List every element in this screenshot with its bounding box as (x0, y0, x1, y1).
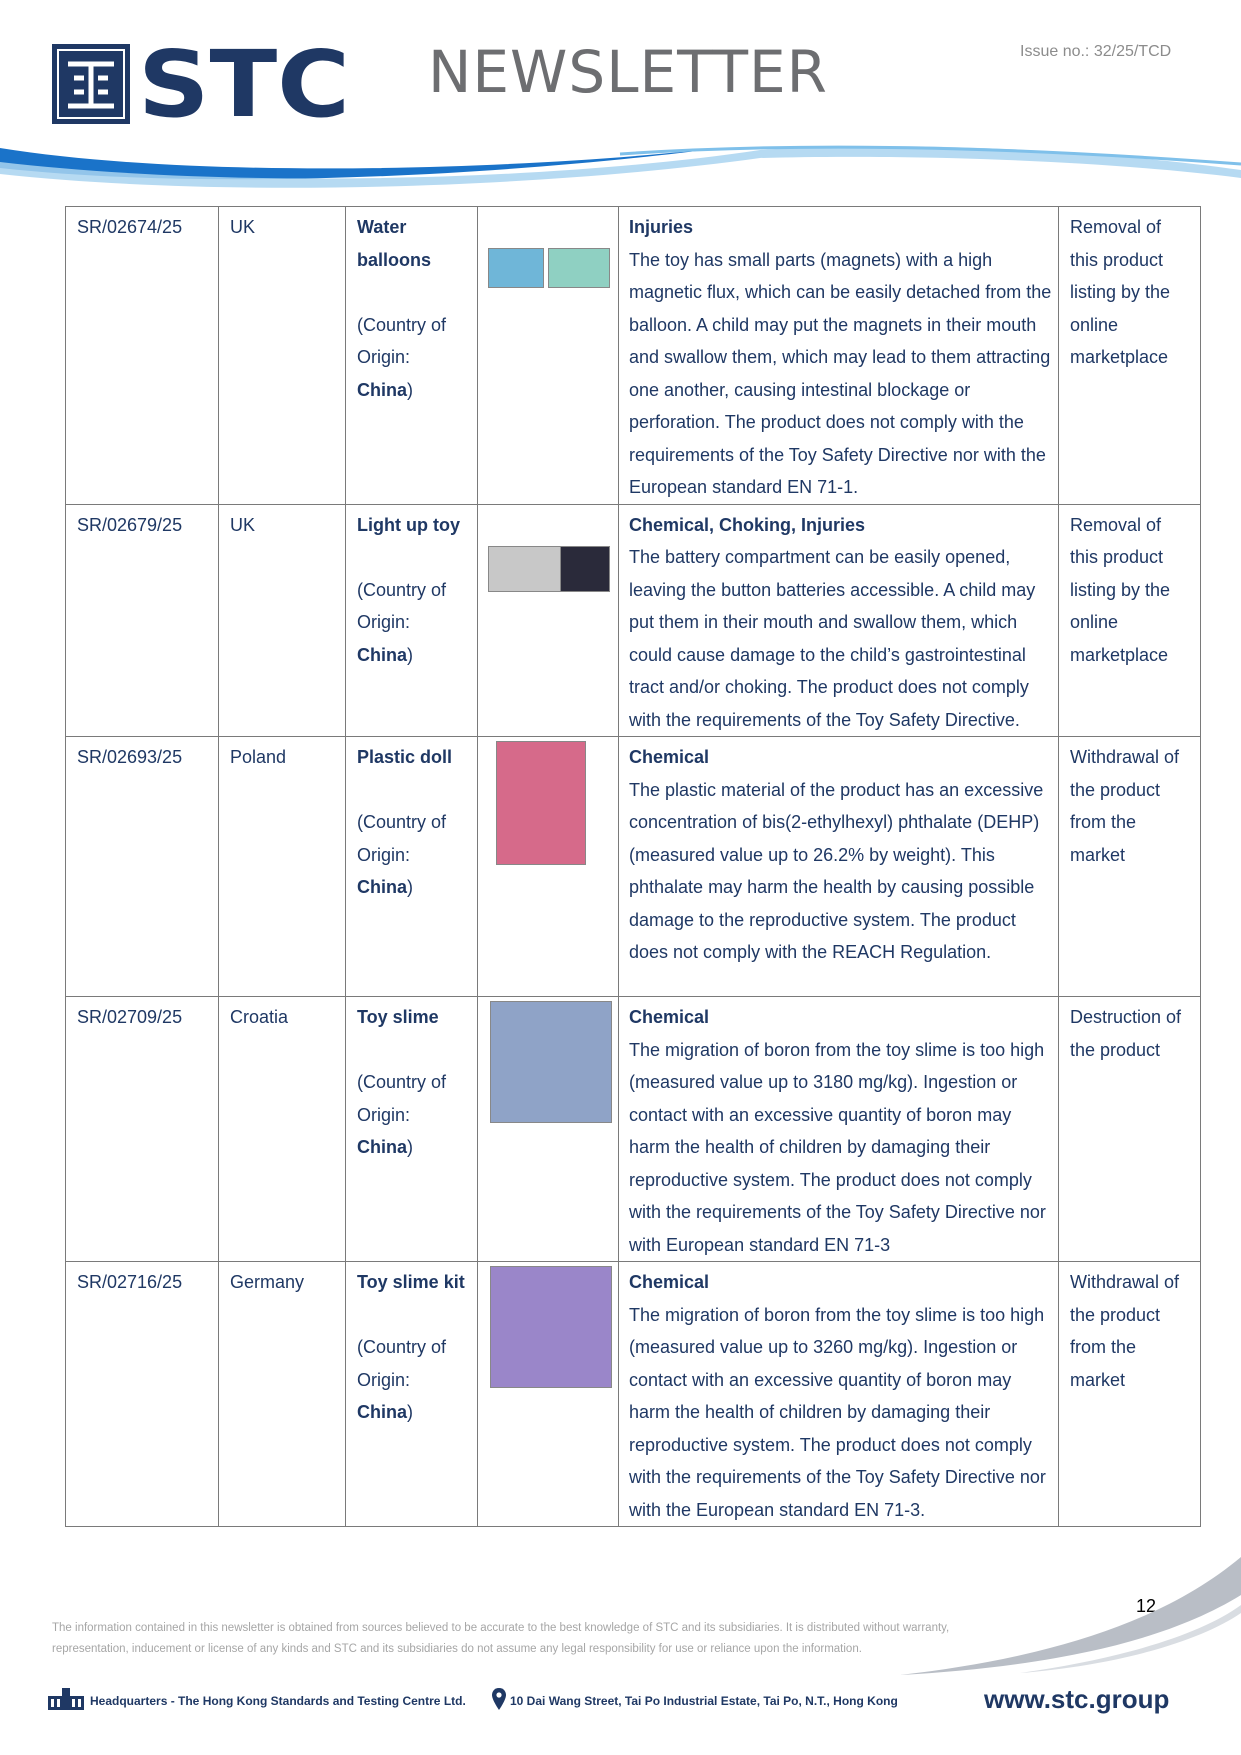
ref-number: SR/02709/25 (77, 1007, 183, 1027)
product-photo (488, 546, 566, 592)
website-link[interactable]: www.stc.group (984, 1684, 1170, 1714)
product-photo (488, 248, 544, 288)
country-cell (219, 1262, 346, 1527)
product-name: Plastic doll (357, 747, 453, 767)
measure-cell (1059, 737, 1201, 997)
header-swoosh (0, 140, 1241, 200)
newsletter-title: NEWSLETTER (428, 38, 828, 106)
risk-description: The migration of boron from the toy slime is too high (measured value up to 3260 mg/kg). Ingestion or contact with an excessive quantity of boron may harm the health of children by damaging their reproductive system. The product does not comply with the requirements of the Toy Safety Directive nor with the European standard EN 71-3. (629, 1304, 1046, 1520)
measure-taken: Removal of this product listing by the online marketplace (1070, 514, 1171, 665)
ref-cell (66, 737, 219, 997)
origin-country: China (357, 644, 408, 665)
risk-type: Injuries (629, 217, 694, 237)
risk-cell (619, 1262, 1059, 1527)
image-cell (478, 504, 619, 737)
measure-cell (1059, 997, 1201, 1262)
origin-prefix: (Country of Origin: (357, 1072, 447, 1125)
headquarters-text: Headquarters - The Hong Kong Standards and Testing Centre Ltd. (90, 1694, 466, 1708)
risk-description: The toy has small parts (magnets) with a high magnetic flux, which can be easily detached from the balloon. A child may put the magnets in their mouth and swallow them, which may lead to them attracting one another, causing intestinal blockage or perforation. The product does not comply with the requirements of the Toy Safety Directive nor with the European standard EN 71-1. (629, 249, 1052, 497)
risk-type: Chemical (629, 1007, 710, 1027)
risk-cell (619, 207, 1059, 505)
measure-cell (1059, 504, 1201, 737)
origin-suffix: ) (407, 644, 414, 665)
origin-country: China (357, 877, 408, 897)
ref-cell (66, 997, 219, 1262)
product-cell (346, 737, 478, 997)
risk-type: Chemical (629, 747, 710, 767)
origin-prefix: (Country of Origin: (357, 314, 447, 367)
logo-text: STC (138, 44, 350, 124)
origin-prefix: (Country of Origin: (357, 579, 447, 632)
image-cell (478, 997, 619, 1262)
country-cell (219, 737, 346, 997)
table-row (66, 207, 1201, 505)
notifying-country: UK (230, 514, 256, 535)
country-cell (219, 504, 346, 737)
product-photo (548, 248, 610, 288)
stc-logo (52, 44, 352, 124)
product-name: Light up toy (357, 514, 460, 535)
product-cell (346, 997, 478, 1262)
image-cell (478, 207, 619, 505)
risk-cell (619, 737, 1059, 997)
measure-cell (1059, 1262, 1201, 1527)
ref-cell (66, 504, 219, 737)
product-photo (496, 741, 586, 865)
measure-cell (1059, 207, 1201, 505)
product-photo (560, 546, 610, 592)
country-cell (219, 997, 346, 1262)
measure-taken: Removal of this product listing by the online marketplace (1070, 217, 1171, 367)
ref-number: SR/02679/25 (77, 514, 183, 535)
product-photo (490, 1266, 612, 1388)
product-cell (346, 504, 478, 737)
address-text: 10 Dai Wang Street, Tai Po Industrial Estate, Tai Po, N.T., Hong Kong (510, 1694, 898, 1708)
footer-bar (48, 1684, 1198, 1724)
product-name: Water balloons (357, 217, 432, 270)
origin-country: China (357, 379, 408, 400)
ref-number: SR/02674/25 (77, 217, 183, 237)
ref-cell (66, 1262, 219, 1527)
origin-country: China (357, 1402, 408, 1422)
image-cell (478, 737, 619, 997)
country-cell (219, 207, 346, 505)
product-name: Toy slime (357, 1007, 439, 1027)
issue-number: Issue no.: 32/25/TCD (1020, 43, 1172, 60)
risk-description: The migration of boron from the toy slime is too high (measured value up to 3180 mg/kg). Ingestion or contact with an excessive quantity of boron may harm the health of children by damaging their reproductive system. The product does not comply with the requirements of the Toy Safety Directive nor with European standard EN 71-3 (629, 1039, 1046, 1255)
origin-prefix: (Country of Origin: (357, 812, 447, 865)
origin-suffix: ) (407, 1402, 414, 1422)
origin-suffix: ) (407, 379, 414, 400)
measure-taken: Destruction of the product (1070, 1007, 1182, 1060)
product-cell (346, 207, 478, 505)
measure-taken: Withdrawal of the product from the market (1070, 1272, 1180, 1390)
risk-description: The battery compartment can be easily opened, leaving the button batteries accessible. A child may put them in their mouth and swallow them, which could cause damage to the child’s gastrointestinal tract and/or choking. The product does not comply with the requirements of the Toy Safety Directive. (629, 547, 1036, 730)
risk-cell (619, 504, 1059, 737)
product-cell (346, 1262, 478, 1527)
risk-type: Chemical (629, 1272, 710, 1292)
ref-number: SR/02693/25 (77, 747, 183, 767)
risk-description: The plastic material of the product has an excessive concentration of bis(2-ethylhexyl) phthalate (DEHP) (measured value up to 26.2% by weight). This phthalate may harm the health by causing possible damage to the reproductive system. The product does not comply with the REACH Regulation. (629, 779, 1044, 962)
notifying-country: Poland (230, 747, 287, 767)
notifying-country: Croatia (230, 1007, 289, 1027)
measure-taken: Withdrawal of the product from the market (1070, 747, 1180, 865)
product-photo (490, 1001, 612, 1123)
table-row (66, 737, 1201, 997)
origin-suffix: ) (407, 1137, 414, 1157)
recall-table (65, 206, 1200, 1527)
image-cell (478, 1262, 619, 1527)
origin-prefix: (Country of Origin: (357, 1337, 447, 1390)
product-name: Toy slime kit (357, 1272, 465, 1292)
disclaimer: The information contained in this newsletter is obtained from sources believed to be accurate to the best knowledge of STC and its subsidiaries. It is distributed without warranty, representation, inducement or license of any kinds and STC and its subsidiaries do not assume any legal responsibility for use or reliance upon the information. (52, 1622, 950, 1655)
origin-suffix: ) (407, 877, 414, 897)
risk-cell (619, 997, 1059, 1262)
ref-cell (66, 207, 219, 505)
page-number: 12 (1136, 1596, 1157, 1616)
footer-swoosh (900, 1555, 1241, 1675)
location-pin-icon (492, 1688, 506, 1710)
notifying-country: UK (230, 217, 256, 237)
table-row (66, 1262, 1201, 1527)
table-row (66, 997, 1201, 1262)
table-row (66, 504, 1201, 737)
building-icon (48, 1688, 84, 1710)
origin-country: China (357, 1137, 408, 1157)
notifying-country: Germany (230, 1272, 305, 1292)
risk-type: Chemical, Choking, Injuries (629, 514, 866, 535)
ref-number: SR/02716/25 (77, 1272, 183, 1292)
